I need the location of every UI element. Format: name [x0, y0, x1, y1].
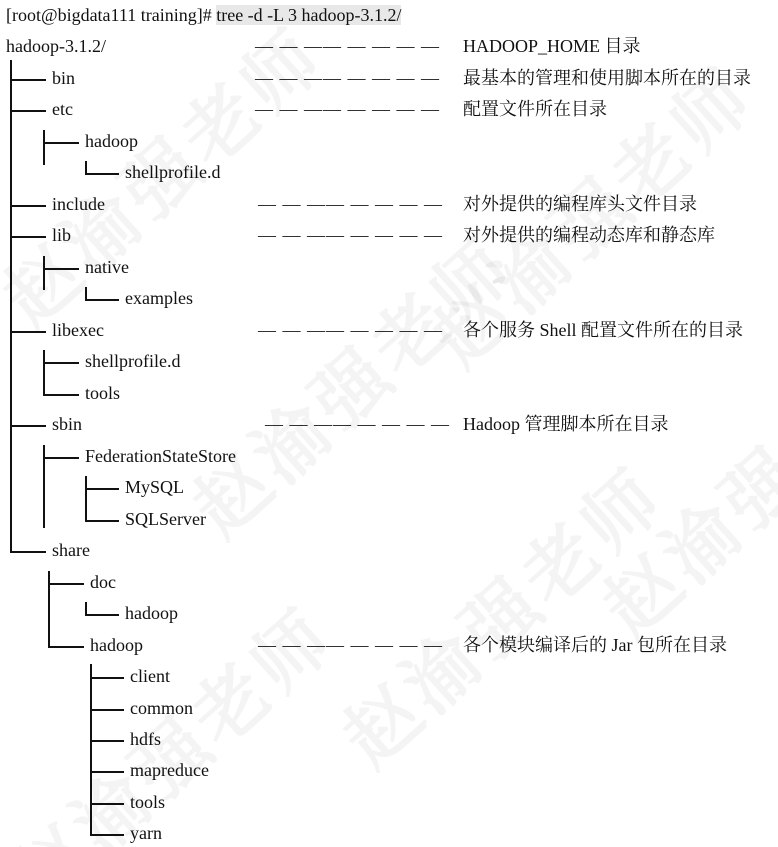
dash-separator: — — —— — — — —: [265, 414, 450, 434]
prompt-command: tree -d -L 3 hadoop-3.1.2/: [216, 5, 402, 25]
tree-branch-connector: [43, 362, 79, 364]
dash-separator: — — —— — — — —: [258, 635, 443, 655]
tree-branch-connector: [85, 488, 119, 490]
tree-guide-line: [43, 448, 45, 528]
tree-node-description: 配置文件所在目录: [463, 99, 607, 119]
tree-node-description: 对外提供的编程动态库和静态库: [463, 225, 715, 245]
tree-guide-line: [43, 354, 45, 385]
tree-node-name: tools: [130, 792, 166, 812]
dash-separator: — — —— — — — —: [258, 225, 443, 245]
tree-vertical-connector: [85, 602, 87, 615]
tree-guide-line: [85, 480, 87, 510]
tree-guide-line: [10, 60, 12, 548]
tree-branch-connector: [43, 394, 79, 396]
tree-branch-connector: [90, 677, 124, 679]
tree-branch-connector: [43, 142, 79, 144]
tree-branch-connector: [10, 236, 46, 238]
tree-branch-connector: [10, 205, 46, 207]
tree-node-name: libexec: [52, 320, 104, 340]
tree-branch-connector: [85, 173, 119, 175]
tree-node-description: 各个模块编译后的 Jar 包所在目录: [463, 635, 727, 655]
tree-node-description: Hadoop 管理脚本所在目录: [463, 414, 669, 434]
tree-guide-line: [43, 260, 45, 290]
tree-node-description: 最基本的管理和使用脚本所在的目录: [463, 68, 751, 88]
tree-branch-connector: [10, 331, 46, 333]
tree-node-name: share: [52, 540, 90, 560]
tree-guide-line: [48, 574, 50, 638]
shell-prompt: [6, 2, 401, 28]
tree-node-name: hadoop: [90, 635, 143, 655]
tree-node-name: hadoop: [125, 603, 178, 623]
tree-node-name: SQLServer: [125, 509, 206, 529]
tree-node-description: 各个服务 Shell 配置文件所在的目录: [463, 320, 744, 340]
tree-node-name: shellprofile.d: [85, 351, 181, 371]
tree-branch-connector: [43, 268, 79, 270]
tree-node-name: examples: [125, 288, 193, 308]
tree-branch-connector: [90, 771, 124, 773]
dash-separator: — — —— — — — —: [258, 194, 443, 214]
tree-node-name: MySQL: [125, 477, 185, 497]
tree-node-name: yarn: [130, 823, 162, 843]
tree-node-name: doc: [90, 572, 116, 592]
tree-branch-connector: [85, 614, 119, 616]
tree-node-description: HADOOP_HOME 目录: [463, 36, 641, 56]
tree-vertical-connector: [85, 287, 87, 300]
tree-node-name: lib: [52, 225, 72, 245]
watermark-text: [576, 310, 778, 656]
tree-node-name: shellprofile.d: [125, 162, 221, 182]
tree-vertical-connector: [85, 161, 87, 174]
dash-separator: — — —— — — — —: [255, 36, 440, 56]
tree-branch-connector: [90, 740, 124, 742]
watermark-text: [316, 440, 684, 786]
tree-node-name: tools: [85, 383, 121, 403]
tree-branch-connector: [90, 803, 124, 805]
dash-separator: — — —— — — — —: [255, 68, 440, 88]
tree-node-name: hdfs: [130, 729, 161, 749]
tree-node-name: etc: [52, 99, 73, 119]
tree-node-name: native: [85, 257, 129, 277]
tree-branch-connector: [10, 79, 46, 81]
tree-branch-connector: [10, 110, 46, 112]
tree-branch-connector: [90, 834, 124, 836]
tree-guide-line: [43, 134, 45, 165]
prompt-prefix: [root@bigdata111 training]#: [6, 5, 217, 25]
tree-branch-connector: [85, 299, 119, 301]
tree-branch-connector: [48, 646, 84, 648]
tree-guide-line: [90, 664, 92, 830]
tree-node-description: 对外提供的编程库头文件目录: [463, 194, 697, 214]
tree-branch-connector: [90, 709, 124, 711]
tree-node-name: sbin: [52, 414, 83, 434]
tree-node-name: mapreduce: [130, 760, 209, 780]
tree-branch-connector: [10, 425, 46, 427]
tree-root: hadoop-3.1.2/: [6, 36, 106, 56]
tree-node-name: common: [130, 698, 193, 718]
tree-branch-connector: [43, 457, 79, 459]
tree-branch-connector: [10, 551, 46, 553]
tree-node-name: include: [52, 194, 105, 214]
tree-node-name: bin: [52, 68, 76, 88]
tree-node-name: hadoop: [85, 131, 138, 151]
dash-separator: — — —— — — — —: [255, 99, 440, 119]
dash-separator: — — —— — — — —: [258, 320, 443, 340]
watermark-text: [166, 210, 534, 556]
tree-node-name: client: [130, 666, 170, 686]
tree-branch-connector: [85, 520, 119, 522]
tree-branch-connector: [48, 583, 84, 585]
tree-node-name: FederationStateStore: [85, 446, 236, 466]
